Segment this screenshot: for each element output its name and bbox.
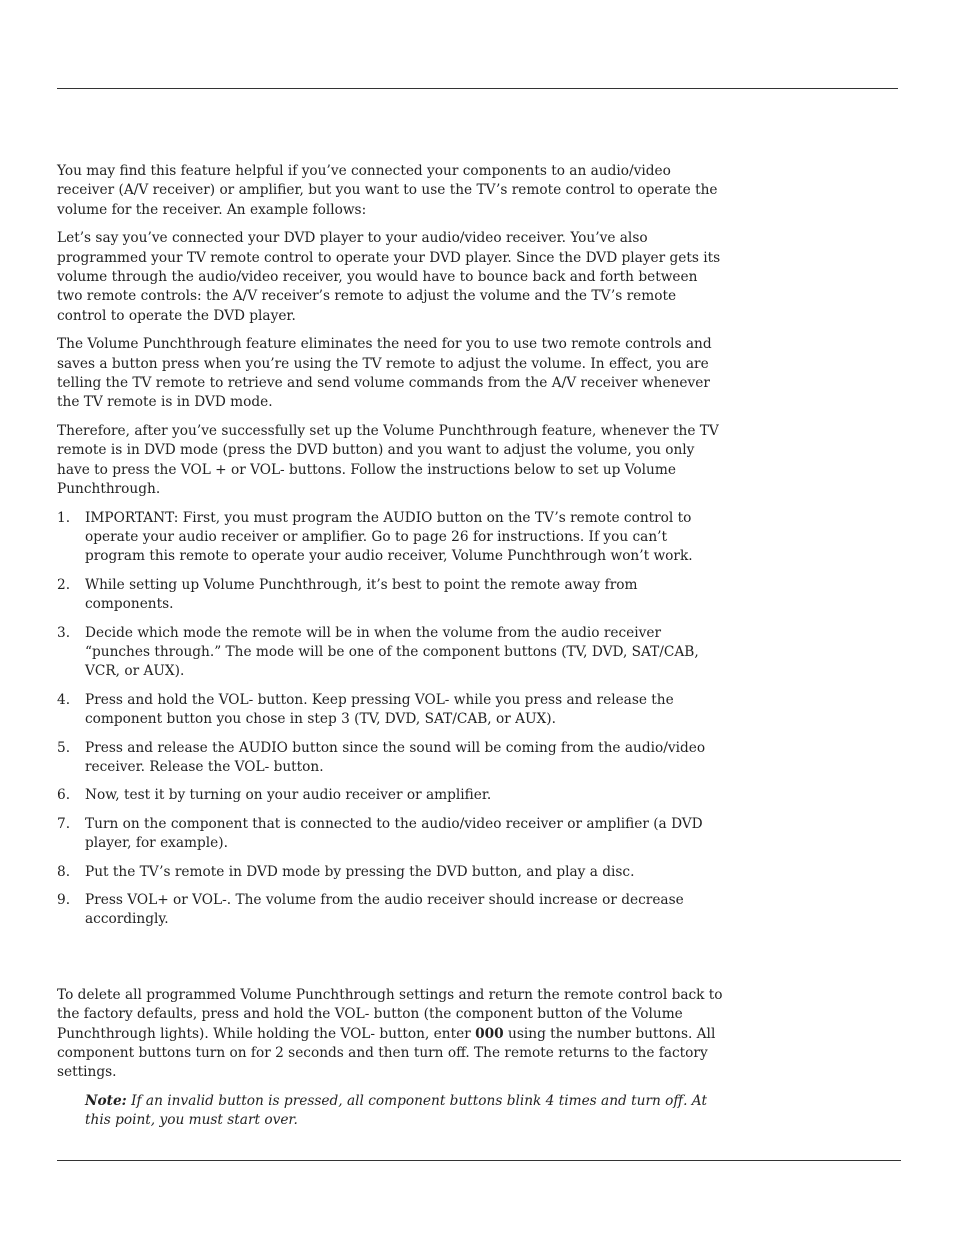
list-item [57, 863, 725, 882]
list-item [57, 509, 725, 567]
step-number: 8. [57, 863, 71, 880]
step-number: 2. [57, 576, 71, 593]
section-gap [57, 939, 725, 986]
intro-paragraph-2: Let’s say you’ve connected your DVD player to your audio/video receiver. You’ve also programmed your TV remote control to operate your DVD player. Since the DVD player gets its volume through the audio/video receiver, you would have to bounce back and forth between two remote controls: the A/V receiver’s remote to adjust the volume and the TV’s remote control to operate the DVD player. [57, 230, 721, 324]
note-text: If an invalid button is pressed, all component buttons blink 4 times and turn off. At this point, you must start over. [85, 1092, 707, 1129]
list-item [57, 624, 725, 682]
list-item [57, 891, 725, 930]
page-content [57, 162, 725, 1140]
step-text: Press VOL+ or VOL-. The volume from the audio receiver should increase or decrease accordingly. [85, 892, 684, 928]
step-text: While setting up Volume Punchthrough, it’s best to point the remote away from components. [85, 576, 638, 613]
bottom-rule [57, 1160, 901, 1161]
step-number: 5. [57, 739, 71, 756]
top-rule [57, 88, 898, 89]
step-number: 7. [57, 815, 71, 832]
list-item [57, 786, 725, 805]
step-text: Decide which mode the remote will be in when the volume from the audio receiver “punches through.” The mode will be one of the component buttons (TV, DVD, SAT/CAB, VCR, or AUX). [85, 624, 699, 680]
note-label: Note: [85, 1092, 127, 1109]
setup-steps-list [57, 509, 725, 930]
intro-paragraph-4: Therefore, after you’ve successfully set up the Volume Punchthrough feature, whenever the TV remote is in DVD mode (press the DVD button) and you want to adjust the volume, you only have to press the VOL + or VOL- buttons. Follow the instructions below to set up Volume Punchthrough. [57, 422, 719, 498]
list-item [57, 691, 725, 730]
intro-paragraph-3: The Volume Punchthrough feature eliminates the need for you to use two remote controls and saves a button press when you’re using the TV remote to adjust the volume. In effect, you are telling the TV remote to retrieve and send volume commands from the A/V receiver whenever the TV remote is in DVD mode. [57, 336, 712, 411]
delete-settings-paragraph [57, 986, 725, 1083]
list-item [57, 739, 725, 778]
list-item [57, 815, 725, 854]
step-text: Now, test it by turning on your audio receiver or amplifier. [85, 787, 492, 804]
step-number: 9. [57, 892, 71, 908]
list-item [57, 576, 725, 615]
intro-paragraph-1: You may find this feature helpful if you’ve connected your components to an audio/video receiver (A/V receiver) or amplifier, but you want to use the TV’s remote control to operate the volume for the receiver. An example follows: [57, 163, 718, 218]
step-number: 3. [57, 624, 71, 641]
note-paragraph [57, 1092, 725, 1131]
step-text: IMPORTANT: First, you must program the AUDIO button on the TV’s remote control to operate your audio receiver or amplifier. Go to page 26 for instructions. If you can’t program this remote to operate your audio receiver, Volume Punchthrough won’t work. [85, 509, 693, 565]
step-number: 4. [57, 691, 71, 708]
step-number: 6. [57, 787, 71, 804]
step-text: Press and hold the VOL- button. Keep pressing VOL- while you press and release the component button you chose in step 3 (TV, DVD, SAT/CAB, or AUX). [85, 691, 674, 728]
delete-text-after: using the number buttons. All component buttons turn on for 2 seconds and then turn off. The remote returns to the factory settings. [57, 1025, 716, 1081]
delete-code: 000 [475, 1025, 504, 1042]
delete-text-before: To delete all programmed Volume Punchthrough settings and return the remote control back to the factory defaults, press and hold the VOL- button (the component button of the Volume Punchthrough lights). While holding the VOL- button, enter [57, 986, 723, 1042]
step-number: 1. [57, 509, 71, 526]
step-text: Press and release the AUDIO button since the sound will be coming from the audio/video receiver. Release the VOL- button. [85, 739, 706, 775]
step-text: Put the TV’s remote in DVD mode by pressing the DVD button, and play a disc. [85, 863, 635, 880]
step-text: Turn on the component that is connected to the audio/video receiver or amplifier (a DVD player, for example). [85, 815, 703, 852]
